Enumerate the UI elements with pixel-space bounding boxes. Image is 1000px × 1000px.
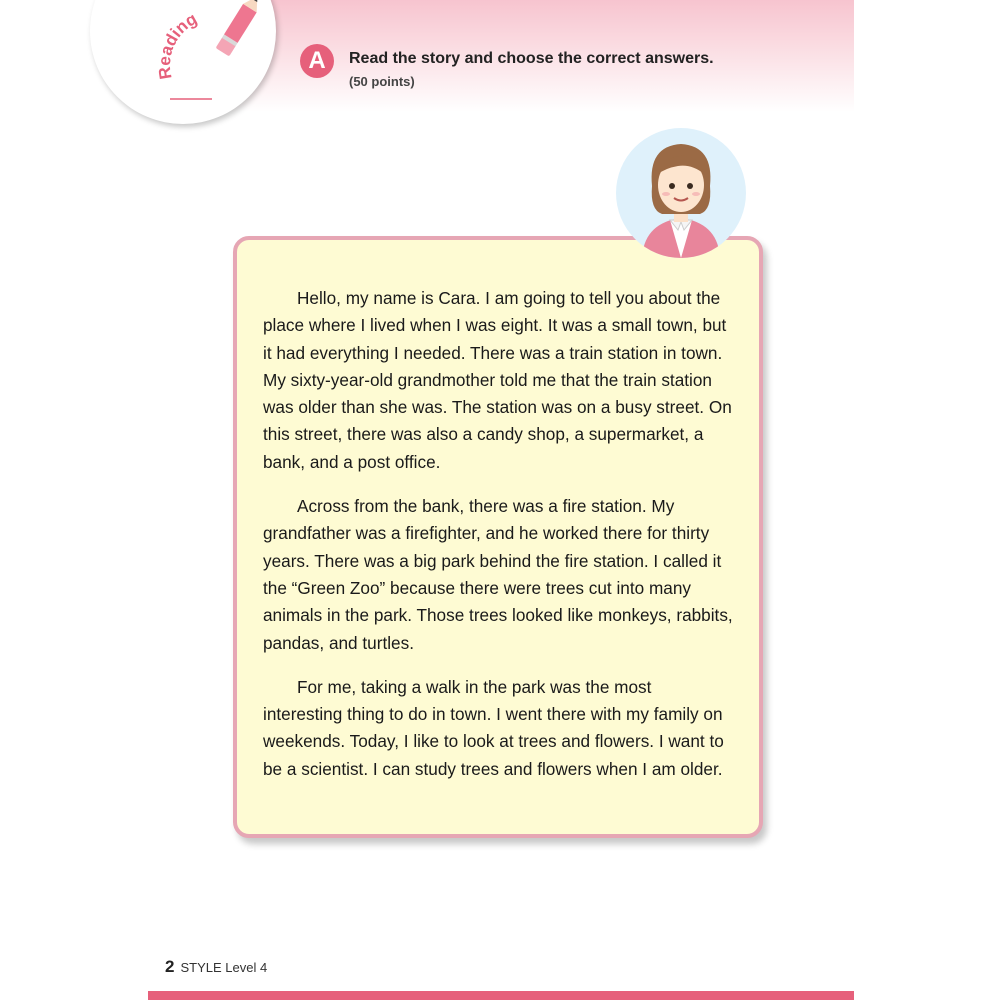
- girl-avatar: [616, 128, 746, 258]
- points-text: (50 points): [349, 74, 415, 89]
- page-number: 2: [165, 957, 175, 976]
- pencil-icon: [216, 0, 265, 56]
- section-letter-badge: A: [300, 44, 334, 78]
- reading-badge-label: Reading: [154, 9, 201, 81]
- reading-badge-graphic: [148, 0, 278, 110]
- story-paragraph-1: Hello, my name is Cara. I am going to tell you about the place where I lived when I was eight. It was a small town, but it had everything I needed. There was a train station in town. My sixty-year-old grandmother told me that the train station was older than she was. The station was on a busy street. On this street, there was also a candy shop, a supermarket, a bank, and a post office.: [263, 288, 732, 472]
- story-paragraph-3: For me, taking a walk in the park was the most interesting thing to do in town. I went there with my family on weekends. Today, I like to look at trees and flowers. I want to be a scientist. I can study trees and flowers when I am older.: [263, 676, 724, 779]
- instruction-text: Read the story and choose the correct answers.: [349, 50, 714, 67]
- page-footer: [165, 957, 267, 977]
- book-title: STYLE Level 4: [180, 960, 268, 975]
- story-card: [233, 236, 763, 838]
- story-paragraph-2: Across from the bank, there was a fire station. My grandfather was a firefighter, and he worked there for thirty years. There was a big park behind the fire station. I called it the “Green Zoo” because there were trees cut into many animals in the park. Those trees looked like monkeys, rabbits, pandas, and turtles.: [263, 496, 733, 653]
- bottom-accent-bar: [148, 991, 854, 1000]
